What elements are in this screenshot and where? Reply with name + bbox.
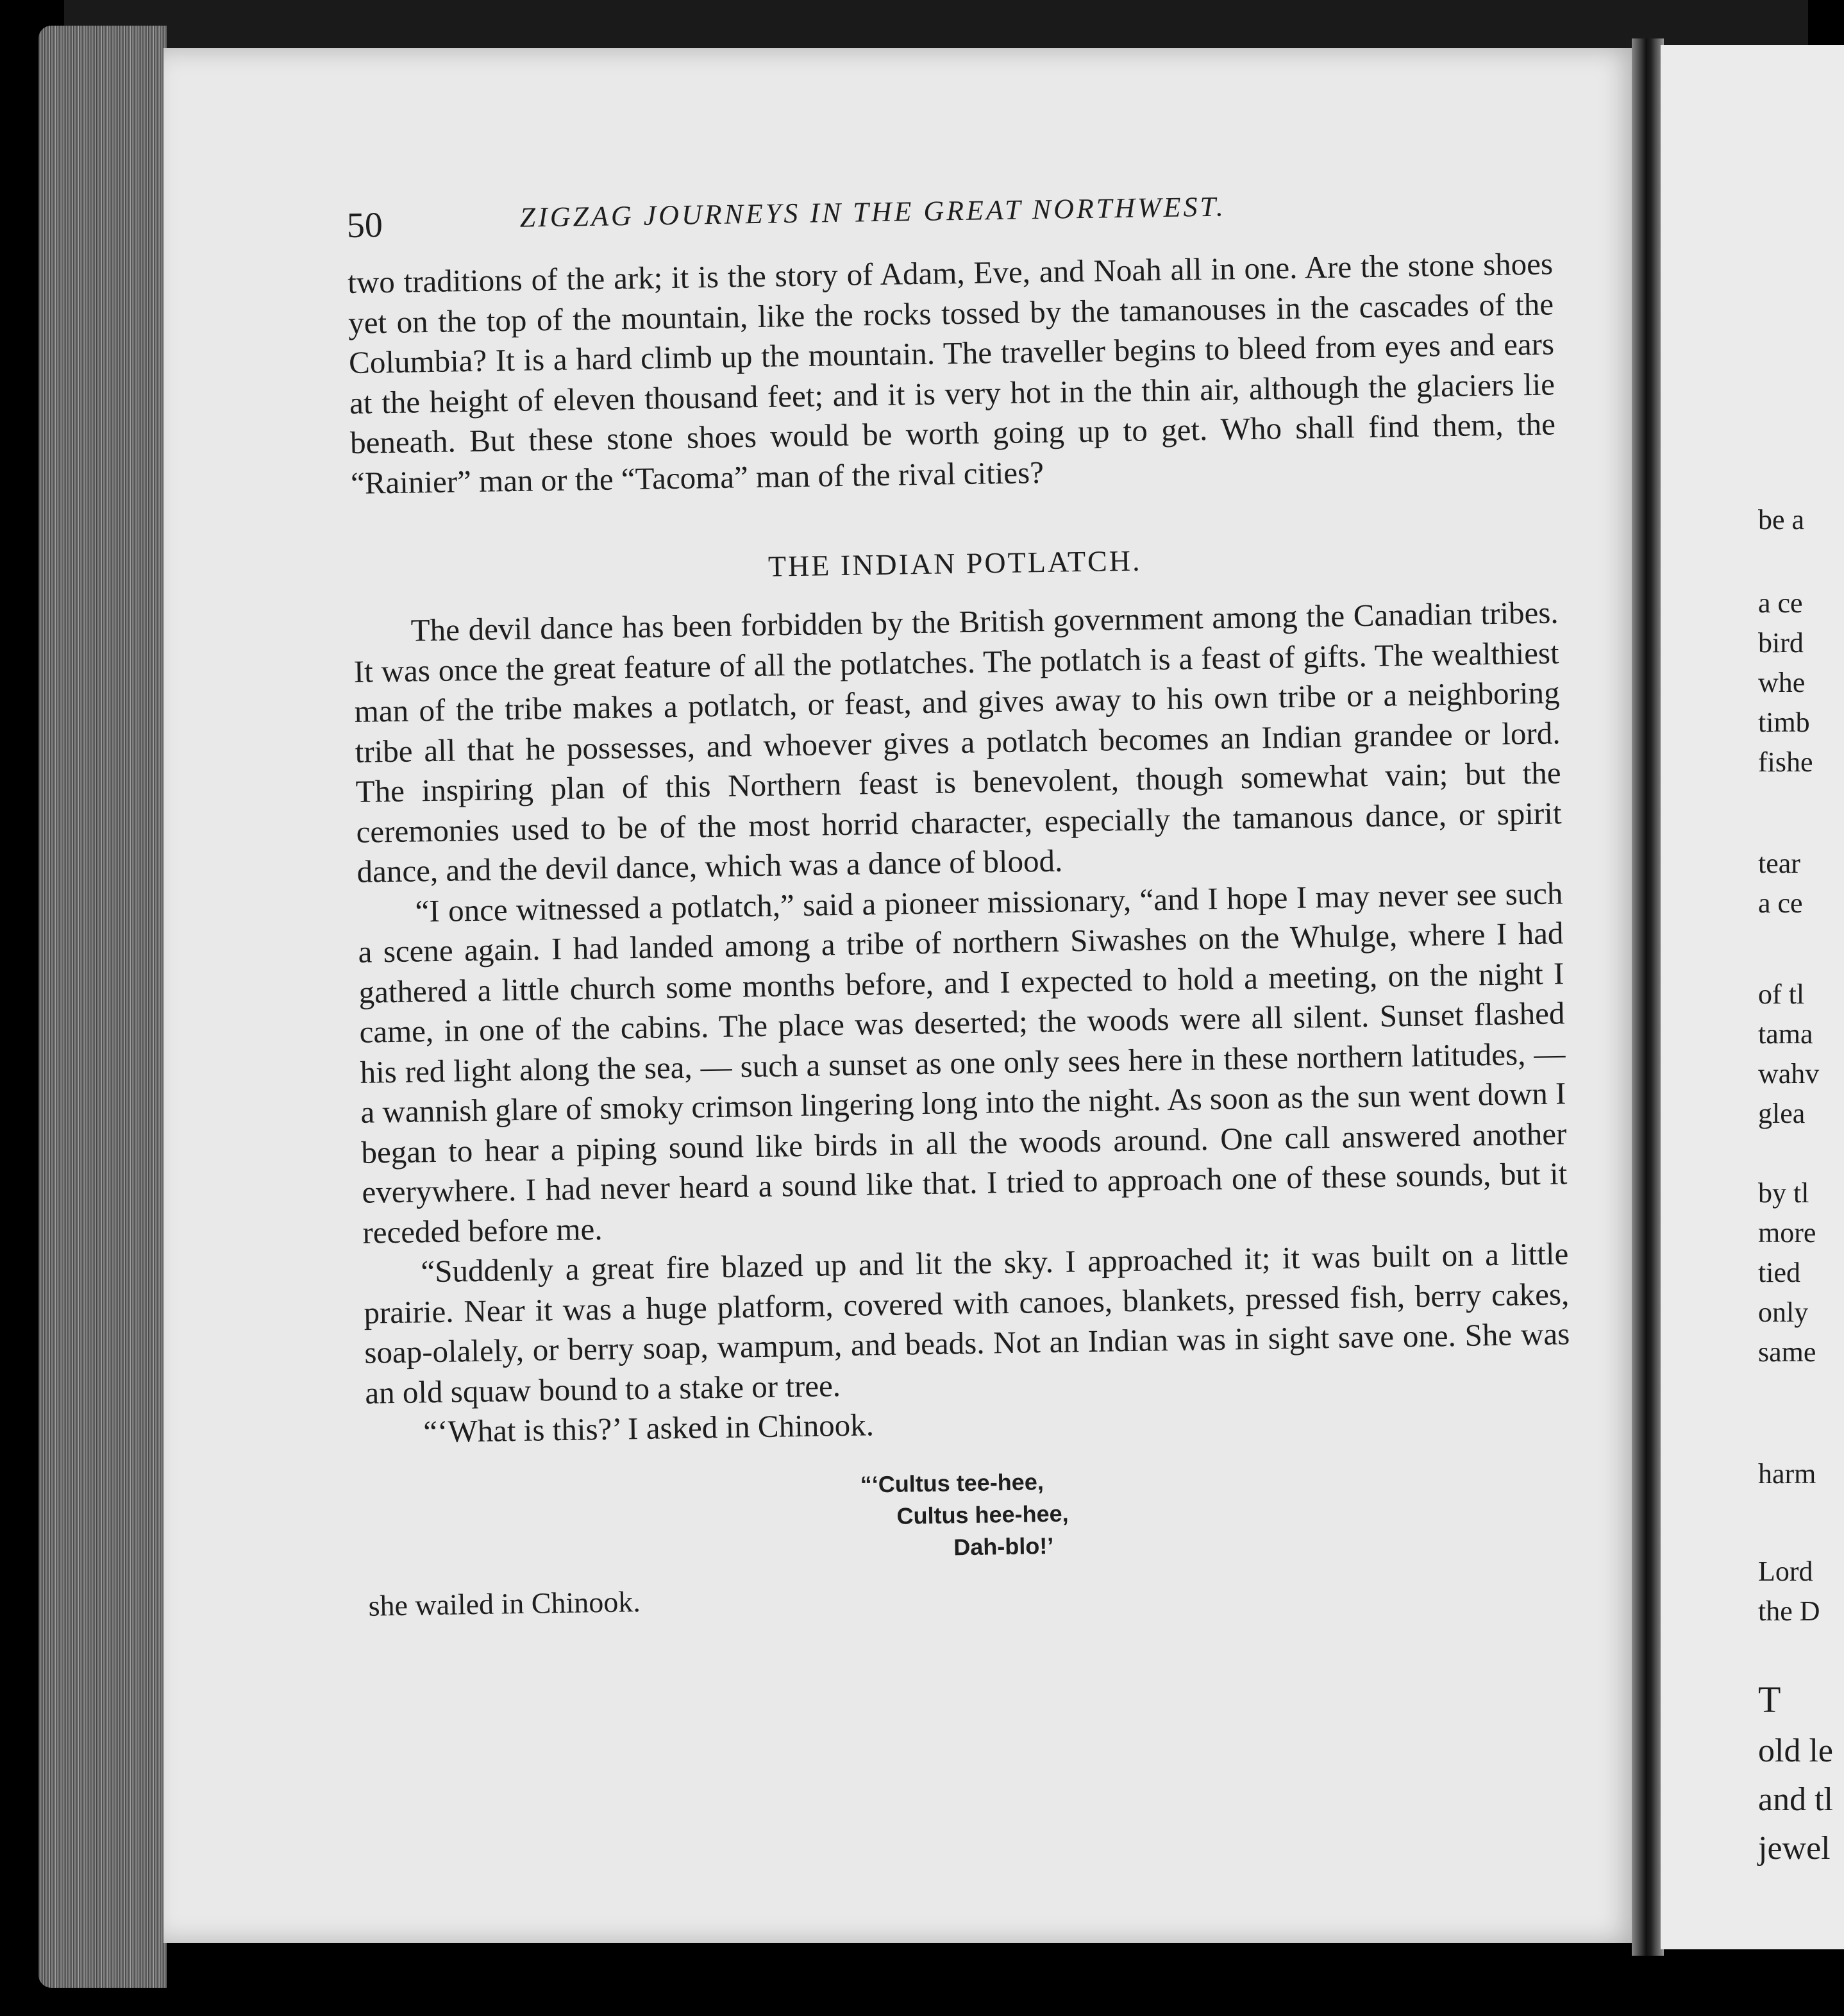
- fragment: harm: [1758, 1458, 1816, 1490]
- fragment: a ce: [1758, 887, 1803, 919]
- fragment: a ce: [1758, 587, 1803, 619]
- page-number: 50: [346, 205, 383, 246]
- running-head: ZIGZAG JOURNEYS IN THE GREAT NORTHWEST.: [519, 190, 1227, 233]
- fragment: tear: [1758, 848, 1800, 879]
- fragment: only: [1758, 1297, 1809, 1328]
- fragment: glea: [1758, 1098, 1806, 1129]
- page-edges: [38, 26, 167, 1988]
- page-content: [346, 173, 1574, 1625]
- fragment: same: [1758, 1336, 1816, 1368]
- verse-line: “‘Cultus tee-hee,: [860, 1468, 1044, 1498]
- paragraph-fire: “Suddenly a great fire blazed up and lit the sky. I approached it; it was built on a little prairie. Near it was a huge platform, covered with canoes, blankets, pressed fish, berry cakes, soap-olalely, or berry soap, wampum, and beads. Not an Indian was in sight save one. She was an old squaw bound to a stake or tree.: [364, 1236, 1570, 1411]
- paragraph-devil-dance: The devil dance has been forbidden by the British government among the Canadian tribes. It was once the great feature of all the potlatches. The potlatch is a feast of gifts. The wealthiest man of the tribe makes a potlatch, or feast, and gives away to his own tribe or a neighboring tribe all that he possesses, and whoever gives a potlatch becomes an Indian grandee or lord. The inspiring plan of this Northern feast is benevolent, though somewhat vain; but the ceremonies used to be of the most horrid character, especially the tamanous dance, or spirit dance, and the devil dance, which was a dance of blood.: [353, 594, 1562, 889]
- fragment: Lord: [1758, 1556, 1813, 1587]
- fragment: tied: [1758, 1257, 1800, 1288]
- fragment: more: [1758, 1217, 1816, 1248]
- paragraph-continuation: two traditions of the ark; it is the story of Adam, Eve, and Noah all in one. Are the stone shoes yet on the top of the mountain, like the rocks tossed by the tamanouses in the cascades of the Columbia? It is a hard climb up the mountain. The traveller begins to bleed from eyes and ears at the height of eleven thousand feet; and it is very hot in the thin air, although the glaciers lie beneath. But these stone shoes would be worth going up to get. Who shall find them, the “Rainier” man or the “Tacoma” man of the rival cities?: [347, 246, 1556, 501]
- verse-line: Dah-blo!’: [953, 1532, 1054, 1560]
- paragraph-question: “‘What is this?’ I asked in Chinook.: [423, 1407, 875, 1450]
- book-gutter: [1632, 38, 1664, 1956]
- section-heading: THE INDIAN POTLATCH.: [767, 544, 1142, 583]
- fragment: T: [1758, 1679, 1781, 1720]
- fragment: timb: [1758, 707, 1810, 738]
- fragment: bird: [1758, 627, 1804, 659]
- chinook-verse: [860, 1457, 1573, 1565]
- fragment: wahv: [1758, 1058, 1820, 1089]
- fragment: of tl: [1758, 979, 1805, 1010]
- fragment: tama: [1758, 1018, 1813, 1050]
- verse-line: Cultus hee-hee,: [896, 1500, 1069, 1529]
- fragment: jewel: [1758, 1830, 1831, 1867]
- fragment: fishe: [1758, 746, 1813, 778]
- fragment: old le: [1758, 1733, 1833, 1769]
- fragment: be a: [1758, 504, 1805, 535]
- fragment: the D: [1758, 1595, 1820, 1627]
- fragment: and tl: [1758, 1781, 1833, 1818]
- closing-line: she wailed in Chinook.: [368, 1584, 641, 1622]
- fragment: whe: [1758, 667, 1806, 698]
- right-page-fragments: [1744, 500, 1833, 1867]
- paragraph-missionary: “I once witnessed a potlatch,” said a pioneer missionary, “and I hope I may never see such a scene again. I had landed among a tribe of northern Siwashes on the Whulge, where I had gathered a little church some months before, and I expected to hold a meeting, on the night I came, in one of the cabins. The place was deserted; the woods were all silent. Sunset flashed his red light along the sea, — such a sunset as one only sees here in these northern latitudes, — a wannish glare of smoky crimson lingering long into the night. As soon as the sun went down I began to hear a piping sound like birds in all the woods around. One call answered another everywhere. I had never heard a sound like that. I tried to approach one of these sounds, but it receded before me.: [358, 875, 1568, 1250]
- fragment: by tl: [1758, 1177, 1809, 1209]
